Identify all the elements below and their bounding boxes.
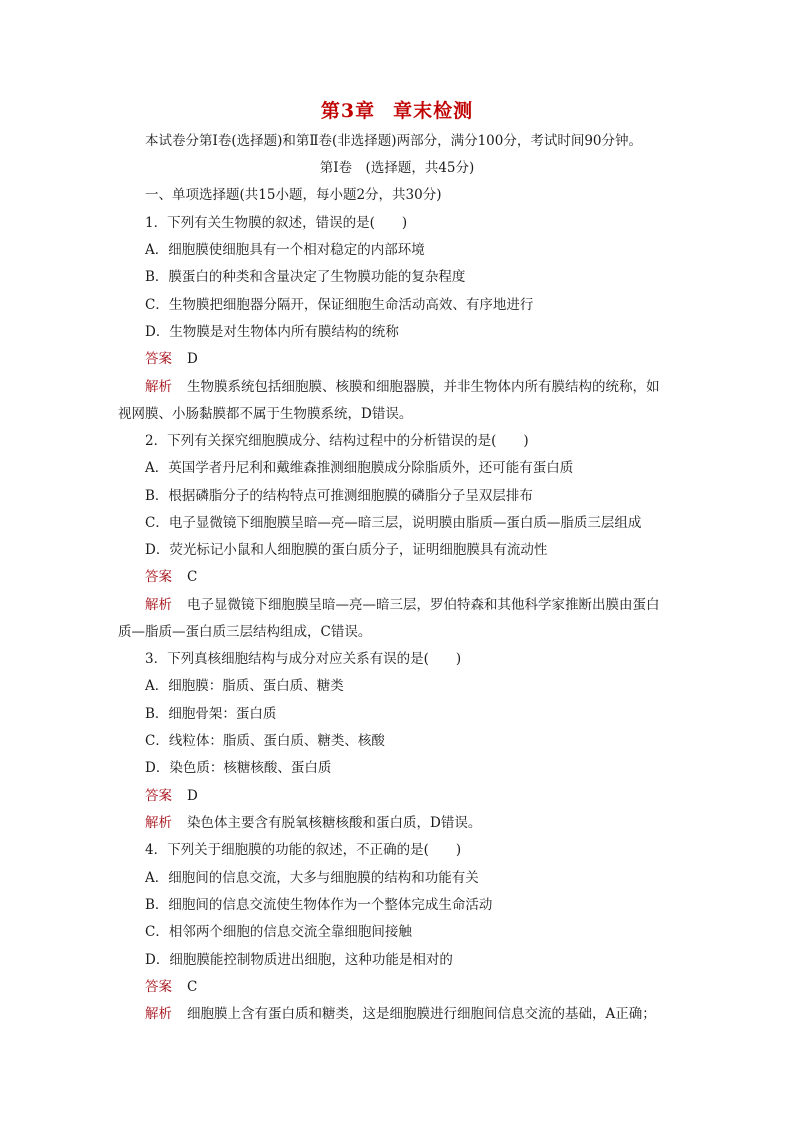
answer-value: D: [187, 351, 198, 367]
answer-value: D: [187, 788, 198, 804]
question-option: A．英国学者丹尼利和戴维森推测细胞膜成分除脂质外，还可能有蛋白质: [145, 460, 574, 476]
analysis-label: 解析: [145, 379, 172, 395]
question-option: B．根据磷脂分子的结构特点可推测细胞膜的磷脂分子呈双层排布: [145, 488, 533, 504]
answer-label: 答案: [145, 569, 172, 585]
analysis-label: 解析: [145, 597, 172, 613]
analysis-text: 生物膜系统包括细胞膜、核膜和细胞器膜，并非生物体内所有膜结构的统称，如: [187, 379, 660, 395]
title-name: 章末检测: [393, 100, 474, 122]
title-chapter: 第3章: [320, 100, 376, 122]
analysis-continuation: 视网膜、小肠黏膜都不属于生物膜系统，D错误。: [118, 406, 413, 422]
question-option: A．细胞膜使细胞具有一个相对稳定的内部环境: [145, 242, 425, 258]
answer-value: C: [187, 569, 198, 585]
answer-row: [145, 977, 684, 997]
question-option: C．电子显微镜下细胞膜呈暗—亮—暗三层，说明膜由脂质—蛋白质—脂质三层组成: [145, 515, 642, 531]
analysis-row: [145, 1004, 684, 1024]
question-option: B．细胞间的信息交流使生物体作为一个整体完成生命活动: [145, 897, 493, 913]
section-header: 第Ⅰ卷 (选择题，共45分): [319, 160, 475, 176]
question-stem: 1．下列有关生物膜的叙述，错误的是( ): [145, 215, 408, 231]
question-stem: 3．下列真核细胞结构与成分对应关系有误的是( ): [145, 651, 462, 667]
question-option: B．细胞骨架：蛋白质: [145, 706, 277, 722]
question-option: D．生物膜是对生物体内所有膜结构的统称: [145, 324, 399, 340]
question-option: C．生物膜把细胞器分隔开，保证细胞生命活动高效、有序地进行: [145, 297, 534, 313]
analysis-text: 电子显微镜下细胞膜呈暗—亮—暗三层，罗伯特森和其他科学家推断出膜由蛋白: [187, 597, 660, 613]
answer-value: C: [187, 979, 198, 995]
question-option: C．线粒体：脂质、蛋白质、糖类、核酸: [145, 733, 385, 749]
question-option: C．相邻两个细胞的信息交流全靠细胞间接触: [145, 924, 412, 940]
analysis-continuation: 质—脂质—蛋白质三层结构组成，C错误。: [118, 624, 372, 640]
part-heading: 一、单项选择题(共15小题，每小题2分，共30分): [145, 187, 442, 203]
page-title: [0, 96, 794, 123]
analysis-label: 解析: [145, 1006, 172, 1022]
answer-label: 答案: [145, 351, 172, 367]
question-option: A．细胞间的信息交流，大多与细胞膜的结构和功能有关: [145, 870, 479, 886]
analysis-row: [145, 377, 684, 397]
analysis-label: 解析: [145, 815, 172, 831]
analysis-row: [145, 813, 684, 833]
answer-row: [145, 567, 684, 587]
question-option: A．细胞膜：脂质、蛋白质、糖类: [145, 678, 344, 694]
question-stem: 4．下列关于细胞膜的功能的叙述，不正确的是( ): [145, 842, 462, 858]
analysis-text: 细胞膜上含有蛋白质和糖类，这是细胞膜进行细胞间信息交流的基础，A正确；: [187, 1006, 656, 1022]
question-option: D．荧光标记小鼠和人细胞膜的蛋白质分子，证明细胞膜具有流动性: [145, 542, 548, 558]
question-option: D．细胞膜能控制物质进出细胞，这种功能是相对的: [145, 952, 453, 968]
question-stem: 2．下列有关探究细胞膜成分、结构过程中的分析错误的是( ): [145, 433, 529, 449]
answer-row: [145, 349, 684, 369]
analysis-row: [145, 595, 684, 615]
question-option: B．膜蛋白的种类和含量决定了生物膜功能的复杂程度: [145, 269, 466, 285]
answer-row: [145, 786, 684, 806]
answer-label: 答案: [145, 979, 172, 995]
exam-intro: 本试卷分第Ⅰ卷(选择题)和第Ⅱ卷(非选择题)两部分，满分100分，考试时间90分钟。: [145, 133, 643, 149]
answer-label: 答案: [145, 788, 172, 804]
analysis-text: 染色体主要含有脱氧核糖核酸和蛋白质，D错误。: [187, 815, 482, 831]
question-option: D．染色质：核糖核酸、蛋白质: [145, 760, 332, 776]
